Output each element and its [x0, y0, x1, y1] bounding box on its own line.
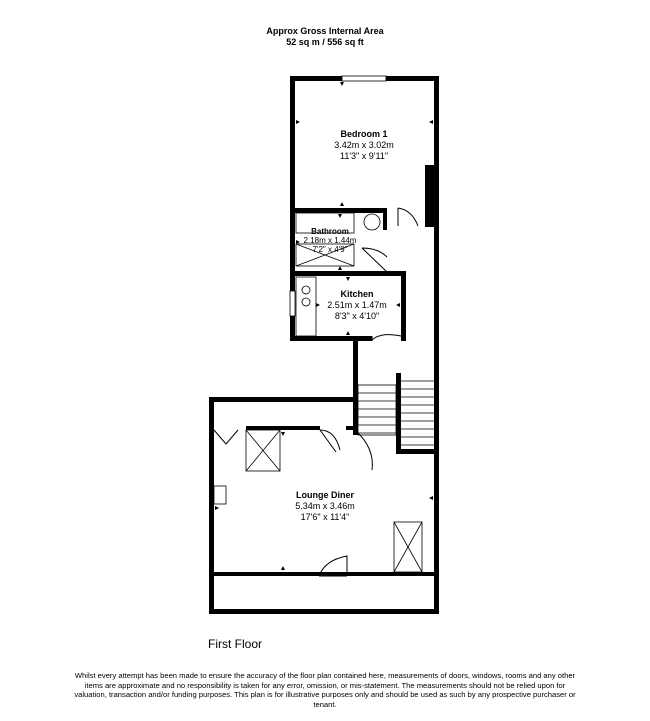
arrow-kitchen-bottom — [346, 331, 350, 335]
bathroom-wall-right — [383, 208, 387, 230]
room-imperial-bedroom: 11'3" x 9'11" — [339, 151, 389, 161]
bedroom-wall-left — [290, 76, 295, 291]
arrow-bathroom-left — [296, 240, 300, 244]
stair-wall-left — [353, 336, 358, 435]
kitchen-counter — [296, 277, 316, 336]
room-name-bathroom: Bathroom — [311, 227, 349, 236]
corridor-wall-right — [434, 226, 439, 454]
skylight-left — [246, 430, 280, 471]
room-metric-lounge: 5.34m x 3.46m — [295, 501, 355, 511]
room-metric-bedroom: 3.42m x 3.02m — [334, 140, 394, 150]
lounge-wall-bottom — [209, 609, 439, 614]
bedroom-window — [342, 76, 386, 81]
area-size: 52 sq m / 556 sq ft — [286, 37, 364, 47]
arrow-lounge-left — [215, 506, 219, 510]
kitchen-door-swing — [372, 335, 401, 341]
arrow-bathroom-bottom — [338, 266, 342, 270]
arrow-kitchen-top — [346, 277, 350, 281]
arrow-lounge-right — [429, 496, 433, 500]
arrow-bedroom-bottom — [340, 202, 344, 206]
room-imperial-kitchen: 8'3" x 4'10" — [334, 311, 380, 321]
stair-treads-right — [401, 381, 434, 445]
area-title: Approx Gross Internal Area — [266, 26, 384, 36]
kitchen-wall-top — [290, 271, 406, 276]
arrow-bedroom-left — [296, 120, 300, 124]
lounge-side-door — [214, 430, 238, 444]
room-metric-kitchen: 2.51m x 1.47m — [327, 300, 387, 310]
disclaimer: Whilst every attempt has been made to ensure the accuracy of the floor plan contained here, measurements of doors, windows, rooms and any other items are approximate and no responsibility is taken for any error, omission, or mis-statement. The measurements should not be relied upon for valuation, transaction and/or funding purposes. This plan is for illustrative purposes only and should be used as such by any prospective purchaser or tenant. — [74, 671, 576, 709]
room-imperial-bathroom: 7'2" x 4'9" — [312, 245, 348, 254]
lounge-wall-right — [434, 454, 439, 614]
arrow-lounge-bottom — [281, 566, 285, 570]
arrow-bedroom-top — [340, 82, 344, 86]
stair-entry-door — [355, 430, 372, 470]
kitchen-wall-bottom — [290, 336, 372, 341]
stair-wall-bottom — [396, 449, 439, 454]
kitchen-window — [290, 291, 295, 316]
room-metric-bathroom: 2.18m x 1.44m — [303, 236, 357, 245]
arrow-bathroom-top — [338, 214, 342, 218]
lounge-wall-top — [209, 397, 358, 402]
lounge-inner-wall — [214, 572, 434, 576]
room-name-lounge: Lounge Diner — [296, 490, 354, 500]
bedroom-door-swing — [398, 208, 418, 226]
bathroom-door-swing — [362, 248, 387, 272]
stair-treads-left — [358, 393, 396, 433]
kitchen-wall-right — [401, 271, 406, 341]
skylight-right — [394, 522, 422, 572]
room-name-kitchen: Kitchen — [340, 289, 374, 299]
lounge-wall-left — [209, 397, 214, 614]
bathroom-wall-top — [290, 208, 387, 213]
arrow-lounge-top — [281, 432, 285, 436]
arrow-bedroom-right — [429, 120, 433, 124]
room-imperial-lounge: 17'6" x 11'4" — [300, 512, 350, 522]
radiator — [214, 486, 226, 504]
stair-wall-mid — [396, 373, 401, 454]
basin-fixture — [364, 214, 380, 230]
arrow-kitchen-right — [396, 303, 400, 307]
stair-handrail — [358, 385, 396, 435]
bedroom-wardrobe — [425, 165, 438, 227]
lounge-cupboard-wall — [246, 426, 320, 430]
lounge-cupboard-door — [320, 430, 340, 452]
floor-label: First Floor — [208, 637, 262, 651]
arrow-kitchen-left — [316, 303, 320, 307]
room-name-bedroom: Bedroom 1 — [340, 129, 388, 139]
lounge-nib — [346, 426, 355, 430]
